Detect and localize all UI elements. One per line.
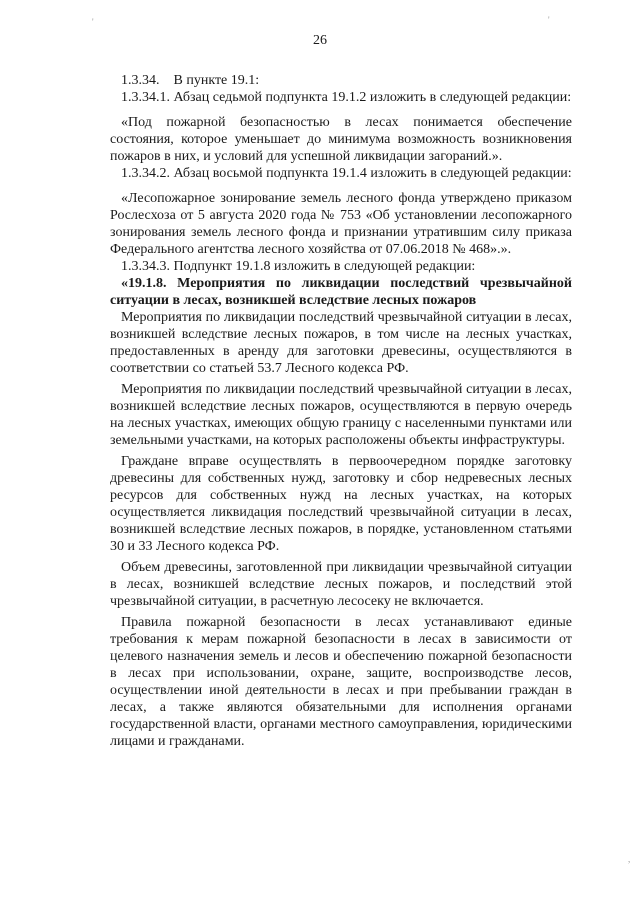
- paragraph-fire-rules: Правила пожарной безопасности в лесах устанавливают единые требования к мерам пожарной безопасности в лесах в зависимости от целевого назначения земель и лесов и обеспечению пожарной безопасности в лесах при использовании, охране, защите, воспроизводстве лесов, осуществлении иной деятельности в лесах и при пребывании граждан в лесах, а также являются обязательными для исполнения органами государственной власти, органами местного самоуправления, юридическими лицами и гражданами.: [110, 615, 572, 749]
- section-heading-1918: «19.1.8. Мероприятия по ликвидации последствий чрезвычайной ситуации в лесах, возникшей вследствие лесных пожаров: [110, 276, 572, 308]
- scan-speck-top-right: ': [548, 15, 550, 25]
- paragraph-measures-1: Мероприятия по ликвидации последствий чрезвычайной ситуации в лесах, возникшей вследствие лесных пожаров, в том числе на лесных участках, предоставленных в аренду для заготовки древесины, осуществляются в соответствии со статьей 53.7 Лесного кодекса РФ.: [110, 310, 572, 376]
- paragraph-wood-volume: Объем древесины, заготовленной при ликвидации чрезвычайной ситуации в лесах, возникшей вследствие лесных пожаров, и последствий этой чрезвычайной ситуации, в расчетную лесосеку не включается.: [110, 560, 572, 609]
- paragraph-1334: 1.3.34. В пункте 19.1:: [121, 73, 260, 88]
- scan-speck-top-left: ': [92, 17, 94, 27]
- paragraph-measures-2: Мероприятия по ликвидации последствий чрезвычайной ситуации в лесах, возникшей вследствие лесных пожаров, осуществляются в первую очередь на лесных участках, имеющих общую границу с населенными пунктами или земельными участками, на которых расположены объекты инфраструктуры.: [110, 382, 572, 448]
- scan-speck-bottom-right: ,: [628, 854, 631, 864]
- paragraph-citizens-rights: Граждане вправе осуществлять в первоочередном порядке заготовку древесины для собственных нужд, заготовку и сбор недревесных лесных ресурсов для собственных нужд на лесных участках, на которых осуществляется ликвидация последствий чрезвычайной ситуации в лесах, возникшей вследствие лесных пожаров, в порядке, установленном статьями 30 и 33 Лесного кодекса РФ.: [110, 454, 572, 554]
- paragraph-13341: 1.3.34.1. Абзац седьмой подпункта 19.1.2 изложить в следующей редакции:: [121, 90, 572, 105]
- paragraph-13342: 1.3.34.2. Абзац восьмой подпункта 19.1.4 изложить в следующей редакции:: [121, 166, 572, 181]
- paragraph-quote-zoning: «Лесопожарное зонирование земель лесного фонда утверждено приказом Рослесхоза от 5 августа 2020 года № 753 «Об установлении лесопожарного зонирования земель лесного фонда и признании утратившим силу приказа Федерального агентства лесного хозяйства от 07.06.2018 № 468».».: [110, 191, 572, 257]
- page-number: 26: [313, 33, 327, 48]
- paragraph-13343: 1.3.34.3. Подпункт 19.1.8 изложить в следующей редакции:: [121, 259, 476, 274]
- paragraph-quote-fire-safety: «Под пожарной безопасностью в лесах понимается обеспечение состояния, которое уменьшает до минимума возможность возникновения пожаров в них, и условий для успешной ликвидации загораний.».: [110, 115, 572, 164]
- document-body: [110, 72, 572, 750]
